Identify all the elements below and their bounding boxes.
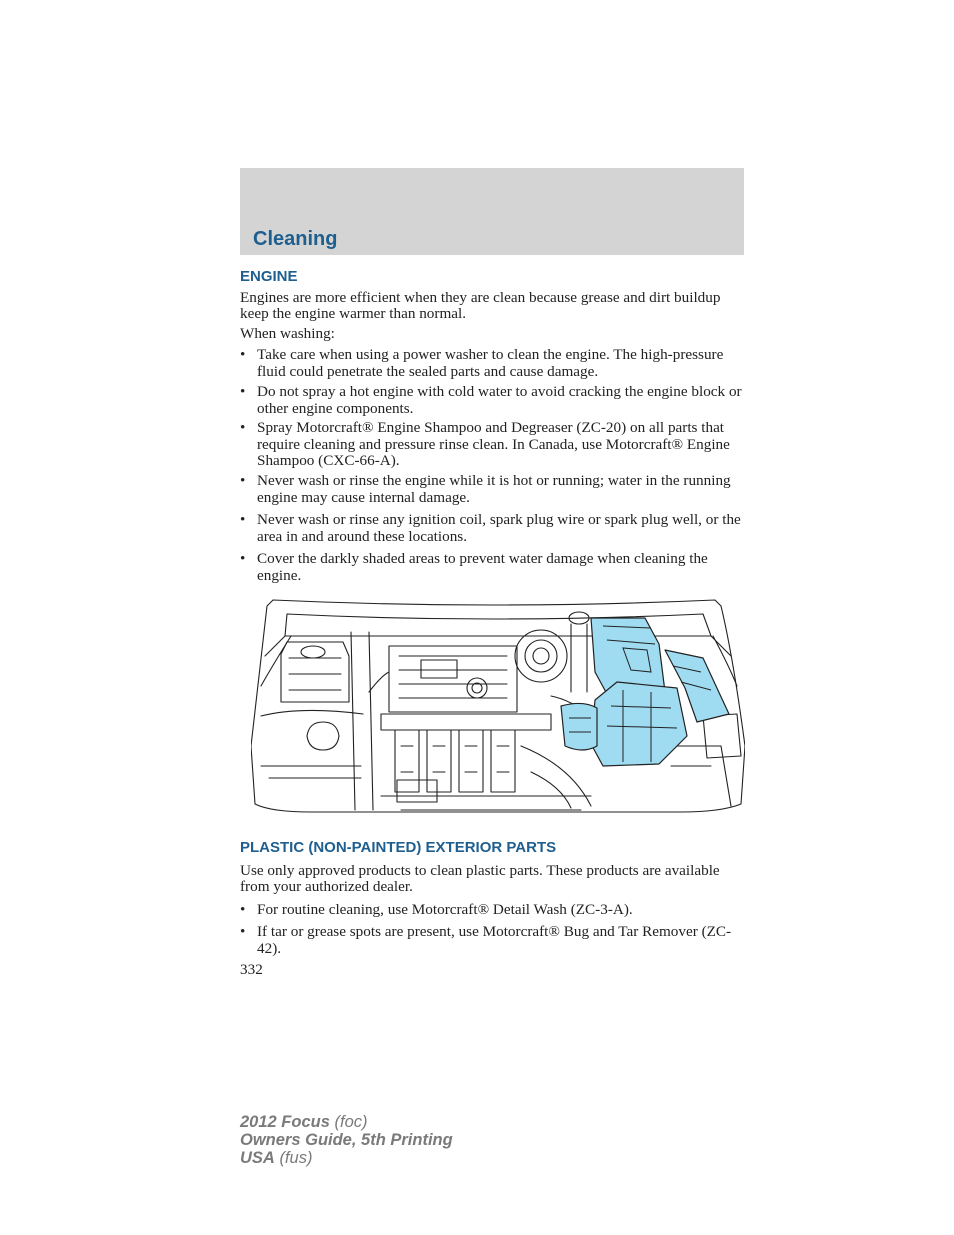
section-title: Cleaning: [253, 228, 338, 250]
engine-heading: ENGINE: [240, 268, 298, 285]
list-item-text: Take care when using a power washer to clean the engine. The high-pressure fluid could penetrate the sealed parts and cause damage.: [257, 346, 724, 380]
list-item: [240, 420, 745, 470]
bullet-dot: •: [240, 346, 246, 363]
bullet-dot: •: [240, 383, 246, 400]
footer-region-code: (fus): [279, 1149, 313, 1167]
plastic-intro: Use only approved products to clean plastic parts. These products are available from your authorized dealer.: [240, 862, 720, 895]
bullet-dot: •: [240, 472, 246, 489]
list-item: [240, 512, 745, 545]
engine-intro: Engines are more efficient when they are clean because grease and dirt buildup keep the engine warmer than normal.: [240, 289, 721, 322]
bullet-dot: •: [240, 923, 246, 940]
list-item: [240, 902, 745, 919]
list-item-text: Do not spray a hot engine with cold water to avoid cracking the engine block or other engine components.: [257, 383, 742, 417]
footer-model-code: (foc): [334, 1113, 368, 1131]
list-item: [240, 551, 745, 584]
engine-compartment-illustration: [251, 596, 745, 818]
page-number: 332: [240, 961, 263, 978]
bullet-dot: •: [240, 550, 246, 567]
section-header-band: [240, 168, 744, 255]
document-footer: [240, 1113, 453, 1167]
bullet-dot: •: [240, 901, 246, 918]
list-item: [240, 924, 745, 957]
bullet-dot: •: [240, 419, 246, 436]
list-item-text: Cover the darkly shaded areas to prevent water damage when cleaning the engine.: [257, 550, 708, 584]
list-item: [240, 347, 745, 380]
bullet-dot: •: [240, 511, 246, 528]
list-item-text: For routine cleaning, use Motorcraft® Detail Wash (ZC-3-A).: [257, 901, 633, 918]
list-item-text: Never wash or rinse any ignition coil, spark plug wire or spark plug well, or the area in and around these locations.: [257, 511, 741, 545]
list-item: [240, 384, 745, 417]
footer-region: USA: [240, 1149, 275, 1167]
when-washing-label: When washing:: [240, 325, 335, 342]
footer-model: 2012 Focus: [240, 1113, 330, 1131]
list-item-text: Spray Motorcraft® Engine Shampoo and Degreaser (ZC-20) on all parts that require cleaning and pressure rinse clean. In Canada, use Motorcraft® Engine Shampoo (CXC-66-A).: [257, 419, 730, 469]
list-item-text: Never wash or rinse the engine while it is hot or running; water in the running engine may cause internal damage.: [257, 472, 731, 506]
list-item: [240, 473, 745, 506]
list-item-text: If tar or grease spots are present, use Motorcraft® Bug and Tar Remover (ZC-42).: [257, 923, 732, 957]
footer-guide: Owners Guide, 5th Printing: [240, 1131, 453, 1149]
plastic-heading: PLASTIC (NON-PAINTED) EXTERIOR PARTS: [240, 839, 557, 856]
